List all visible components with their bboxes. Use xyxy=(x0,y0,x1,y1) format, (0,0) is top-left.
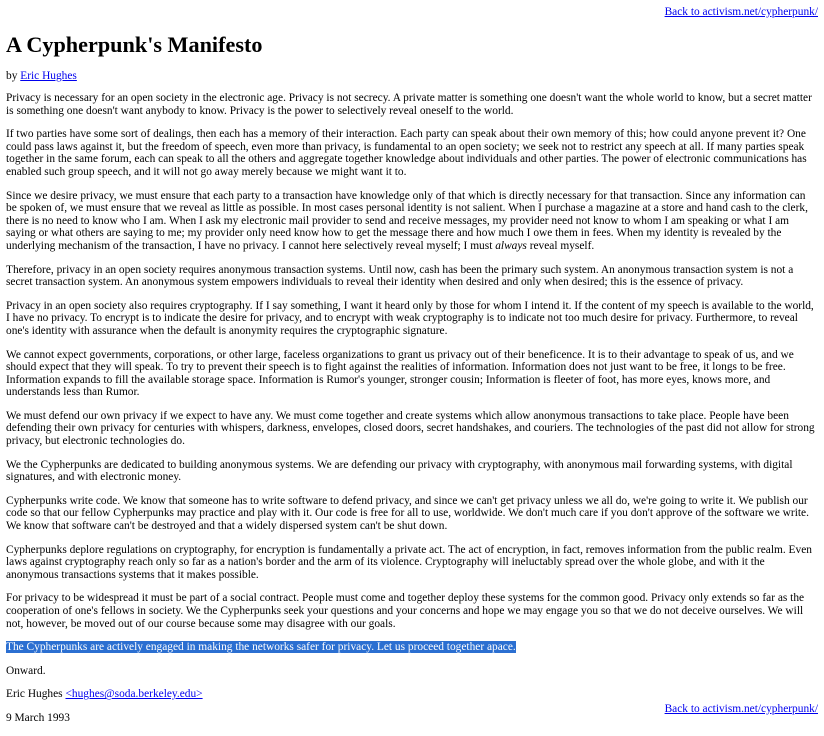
back-link-bottom[interactable]: Back to activism.net/cypherpunk/ xyxy=(664,703,818,715)
author-link[interactable]: Eric Hughes xyxy=(20,70,77,82)
byline-prefix: by xyxy=(6,70,18,82)
paragraph: If two parties have some sort of dealings, then each has a memory of their interaction. Each party can speak about their own memory of this; how could anyone prevent it? One could pass laws against it, but the freedom of speech, even more than privacy, is fundamental to an open society; we seek not to restrict any speech at all. If many parties speak together in the same forum, each can speak to all the others and aggregate together knowledge about individuals and other parties. The power of electronic communications has enabled such group speech, and it will not go away merely because we might want it to. xyxy=(6,128,807,178)
manifesto-body xyxy=(6,92,818,736)
paragraph: Cypherpunks deplore regulations on cryptography, for encryption is fundamentally a private act. The act of encryption, in fact, removes information from the public realm. Even laws against cryptography reach only so far as a nation's border and the arm of its violence. Cryptography will ineluctably spread over the whole globe, and with it the anonymous transactions systems that it makes possible. xyxy=(6,543,812,581)
highlighted-paragraph[interactable] xyxy=(6,641,818,654)
email-link[interactable]: <hughes@soda.berkeley.edu> xyxy=(65,688,203,701)
closing: Onward. xyxy=(6,664,46,677)
paragraph: We must defend our own privacy if we expect to have any. We must come together and create systems which allow anonymous transactions to take place. People have been defending their own privacy for centuries with whispers, darkness, envelopes, closed doors, secret handshakes, and couriers. The technologies of the past did not allow for strong privacy, but electronic technologies do. xyxy=(6,409,815,448)
paragraph: For privacy to be widespread it must be part of a social contract. People must come and together deploy these systems for the common good. Privacy only extends so far as the cooperation of one's fellows in society. We the Cypherpunks seek your questions and your concerns and hope we may engage you so that we do not deceive ourselves. We will not, however, be moved out of our course because some may disagree with our goals. xyxy=(6,592,805,630)
paragraph-text: reveal myself. xyxy=(526,239,595,252)
emphasis-always: always xyxy=(495,239,527,252)
paragraph: Privacy in an open society also requires cryptography. If I say something, I want it heard only by those for whom I intend it. If the content of my speech is available to the world, I have no privacy. To encrypt is to indicate the desire for privacy, and to encrypt with weak cryptography is to indicate not too much desire for privacy. Furthermore, to reveal one's identity with assurance when the default is anonymity requires the cryptographic signature. xyxy=(6,299,814,337)
paragraph: Cypherpunks write code. We know that someone has to write software to defend privacy, and since we can't get privacy unless we all do, we're going to write it. We publish our code so that our fellow Cypherpunks may practice and play with it. Our code is free for all to use, worldwide. We don't much care if you don't approve of the software we write. We know that software can't be destroyed and that a widely dispersed system can't be shut down. xyxy=(6,494,809,533)
paragraph xyxy=(6,190,818,253)
byline xyxy=(6,69,77,83)
signature xyxy=(6,688,818,701)
page-title: A Cypherpunk's Manifesto xyxy=(6,32,263,57)
back-link-top[interactable]: Back to activism.net/cypherpunk/ xyxy=(664,6,818,18)
selected-text[interactable]: The Cypherpunks are actively engaged in making the networks safer for privacy. Let us proceed together apace. xyxy=(6,641,516,654)
paragraph: Privacy is necessary for an open society in the electronic age. Privacy is not secrecy. A private matter is something one doesn't want the whole world to know, but a secret matter is something one doesn't want anybody to know. Privacy is the power to selectively reveal oneself to the world. xyxy=(6,92,812,117)
paragraph: Therefore, privacy in an open society requires anonymous transaction systems. Until now, cash has been the primary such system. An anonymous transaction system is not a secret transaction system. An anonymous system empowers individuals to reveal their identity when desired and only when desired; this is the essence of privacy. xyxy=(6,263,794,289)
paragraph: We cannot expect governments, corporations, or other large, faceless organizations to grant us privacy out of their beneficence. It is to their advantage to speak of us, and we should expect that they will speak. To try to prevent their speech is to fight against the realities of information. Information does not just want to be free, it longs to be free. Information expands to fill the available storage space. Information is Rumor's younger, stronger cousin; Information is fleeter of foot, has more eyes, knows more, and understands less than Rumor. xyxy=(6,348,794,399)
paragraph: We the Cypherpunks are dedicated to building anonymous systems. We are defending our privacy with cryptography, with anonymous mail forwarding systems, with digital signatures, and with electronic money. xyxy=(6,458,793,484)
signature-name: Eric Hughes xyxy=(6,688,63,701)
paragraph-text: Since we desire privacy, we must ensure that each party to a transaction have knowledge only of that which is directly necessary for that transaction. Since any information can be spoken of, we must ensure that we reveal as little as possible. In most cases personal identity is not salient. When I purchase a magazine at a store and hand cash to the clerk, there is no need to know who I am. When I ask my electronic mail provider to send and receive messages, my provider need not know to whom I am speaking or what I am saying or what others are saying to me; my provider only need know how to get the message there and how much I owe them in fees. When my identity is revealed by the underlying mechanism of the transaction, I have no privacy. I cannot here selectively reveal myself; I must xyxy=(6,189,808,252)
date: 9 March 1993 xyxy=(6,711,70,724)
